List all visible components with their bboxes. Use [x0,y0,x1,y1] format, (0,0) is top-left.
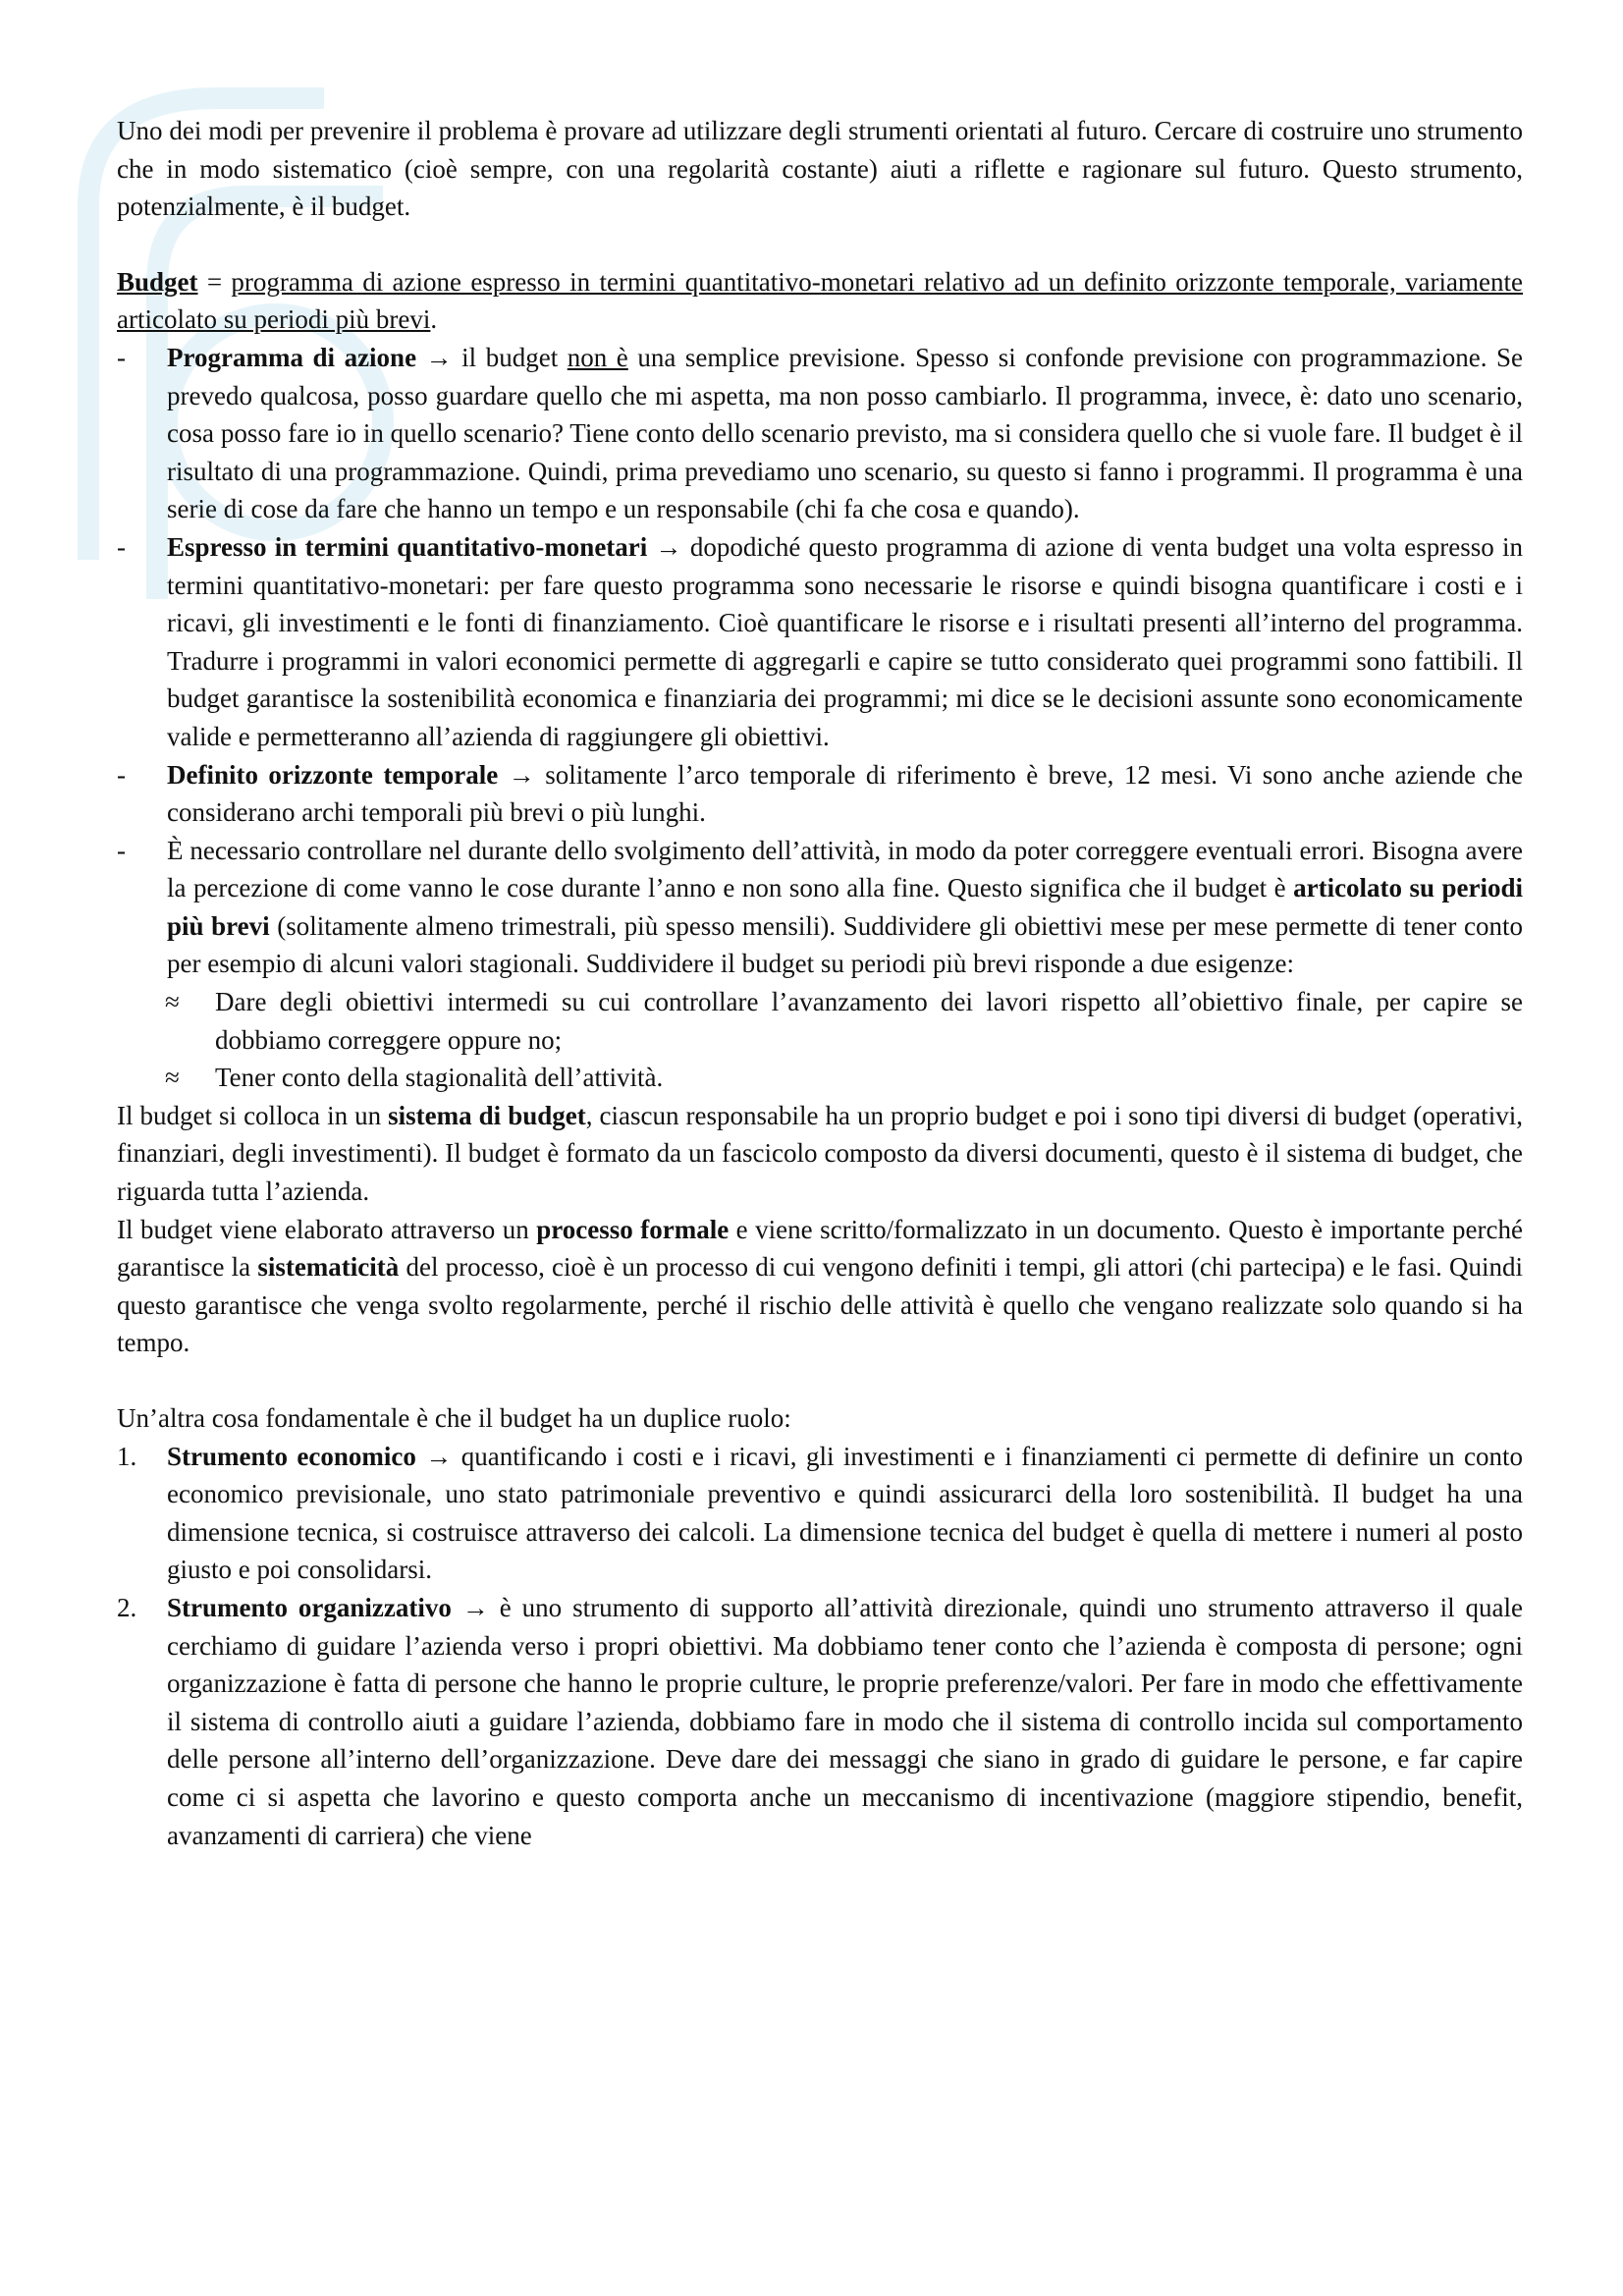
approx-marker-icon: ≈ [165,1063,180,1093]
sub-bullet-item: ≈ Dare degli obiettivi intermedi su cui controllare l’avanzamento dei lavori rispetto all’obiettivo finale, per capire se dobbiamo correggere oppure no; [117,983,1523,1059]
bullet-espresso-in-termini: - Espresso in termini quantitativo-monetari → dopodiché questo programma di azione di venta budget una volta espresso in termini quantitativo-monetari: per fare questo programma sono necessarie le risorse e quindi bisogna quantificare i costi e i ricavi, gli investimenti e le fonti di finanziamento. Cioè quantificare le risorse e i risultati presenti all’interno del programma. Tradurre i programmi in valori economici permette di aggregarli e capire se tutto considerato quei programmi sono fattibili. Il budget garantisce la sostenibilità economica e finanziaria dei programmi; mi dice se le decisioni assunte sono economicamente valide e permetteranno all’azienda di raggiungere gli obiettivi. [117,528,1523,756]
approx-marker-icon: ≈ [165,987,180,1017]
bullet-definito-orizzonte: - Definito orizzonte temporale → solitamente l’arco temporale di riferimento è breve, 12 mesi. Vi sono anche aziende che considerano archi temporali più brevi o più lunghi. [117,756,1523,832]
role-heading: Strumento economico [167,1441,416,1471]
bullet-programma-di-azione: - Programma di azione → il budget non è una semplice previsione. Spesso si confonde previsione con programmazione. Se prevedo qualcosa, posso guardare quello che mi aspetta, ma non posso cambiarlo. Il programma, invece, è: dato uno scenario, cosa posso fare io in quello scenario? Tiene conto dello scenario previsto, ma si considera quello che si vuole fare. Il budget è il risultato di una programmazione. Quindi, prima prevediamo uno scenario, su questo si fanno i programmi. Il programma è una serie di cose da fare che hanno un tempo e un responsabile (chi fa che cosa e quando). [117,339,1523,528]
definition-text: programma di azione espresso in termini quantitativo-monetari relativo ad un definito orizzonte temporale, variamente articolato su periodi più brevi [117,266,1523,335]
bullet-marker: - [117,835,126,865]
bullet-heading: Espresso in termini quantitativo-monetari [167,531,648,562]
bullet-controllo-periodi: - È necessario controllare nel durante dello svolgimento dell’attività, in modo da poter correggere eventuali errori. Bisogna avere la percezione di come vanno le cose durante l’anno e non sono alla fine. Questo significa che il budget è articolato su periodi più brevi (solitamente almeno trimestrali, più spesso mensili). Suddividere gli obiettivi mese per mese permette di tener conto per esempio di alcuni valori stagionali. Suddividere il budget su periodi più brevi risponde a due esigenze: [117,832,1523,983]
sub-bullet-item: ≈ Tener conto della stagionalità dell’attività. [117,1059,1523,1097]
document-page [117,112,1523,1854]
bullet-marker: - [117,342,126,372]
list-number: 1. [117,1441,137,1471]
arrow-icon: → [451,1592,500,1622]
bullet-heading: Programma di azione [167,342,417,372]
processo-paragraph: Il budget viene elaborato attraverso un processo formale e viene scritto/formalizzato in un documento. Questo è importante perché garantisce la sistematicità del processo, cioè è un processo di cui vengono definiti i tempi, gli attori (chi partecipa) e le fasi. Quindi questo garantisce che venga svolto regolarmente, perché il rischio delle attività è quello che vengano realizzate solo quando si ha tempo. [117,1214,1523,1358]
bullet-heading: Definito orizzonte temporale [167,759,499,790]
role-heading: Strumento organizzativo [167,1592,452,1622]
list-number: 2. [117,1592,137,1622]
budget-definition: Budget = programma di azione espresso in termini quantitativo-monetari relativo ad un definito orizzonte temporale, variamente articolato su periodi più brevi. [117,266,1523,335]
bullet-bold-phrase: articolato su periodi più brevi [167,873,1523,941]
role-strumento-economico: 1. Strumento economico → quantificando i costi e i ricavi, gli investimenti e i finanziamenti ci permette di definire un conto economico previsionale, uno stato patrimoniale preventivo e quindi assicurarci della loro sostenibilità. Il budget ha una dimensione tecnica, si costruisce attraverso dei calcoli. La dimensione tecnica del budget è quella di mettere i numeri al posto giusto e poi consolidarsi. [117,1438,1523,1589]
role-strumento-organizzativo: 2. Strumento organizzativo → è uno strumento di supporto all’attività direzionale, quindi uno strumento attraverso il quale cerchiamo di guidare l’azienda verso i propri obiettivi. Ma dobbiamo tener conto che l’azienda è composta di persone; ogni organizzazione è fatta di persone che hanno le proprie culture, le proprie preferenze/valori. Per fare in modo che effettivamente il sistema di controllo aiuti a guidare l’azienda, dobbiamo fare in modo che il sistema di controllo incida sul comportamento delle persone all’interno dell’organizzazione. Deve dare dei messaggi che siano in grado di guidare le persone, e far capire come ci si aspetta che lavorino e questo comporta anche un meccanismo di incentivazione (maggiore stipendio, benefit, avanzamenti di carriera) che viene [117,1589,1523,1854]
arrow-icon: → [415,1441,461,1471]
arrow-icon: → [416,342,462,372]
underlined-text: non è [567,342,628,372]
bullet-marker: - [117,759,126,790]
ruolo-intro: Un’altra cosa fondamentale è che il budget ha un duplice ruolo: [117,1403,791,1433]
definition-term: Budget [117,266,198,297]
bullet-marker: - [117,531,126,562]
sistema-paragraph: Il budget si colloca in un sistema di budget, ciascun responsabile ha un proprio budget e poi i sono tipi diversi di budget (operativi, finanziari, degli investimenti). Il budget è formato da un fascicolo composto da diversi documenti, questo è il sistema di budget, che riguarda tutta l’azienda. [117,1100,1523,1207]
intro-paragraph: Uno dei modi per prevenire il problema è provare ad utilizzare degli strumenti orientati al futuro. Cercare di costruire uno strumento che in modo sistematico (cioè sempre, con una regolarità costante) aiuti a riflette e ragionare sul futuro. Questo strumento, potenzialmente, è il budget. [117,116,1523,222]
arrow-icon: → [498,759,546,790]
arrow-icon: → [647,531,690,562]
